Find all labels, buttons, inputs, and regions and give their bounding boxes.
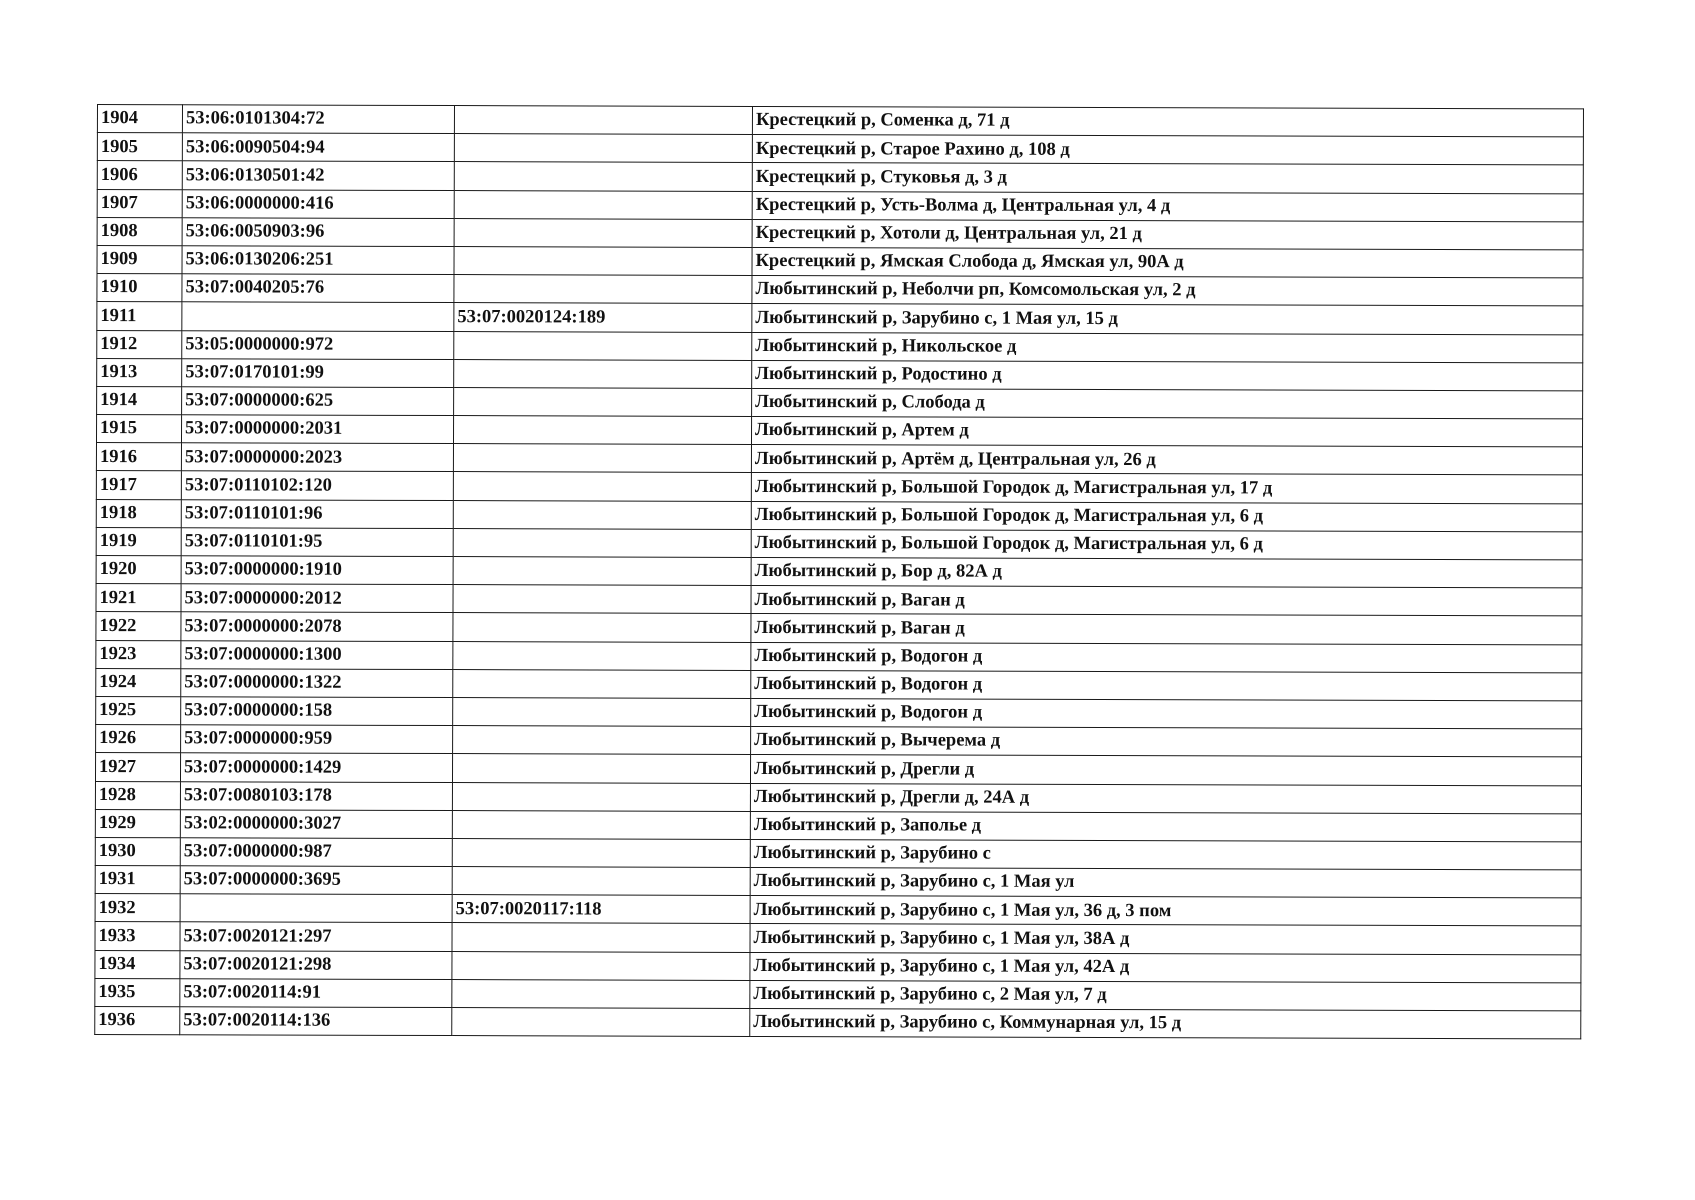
table-row [97, 189, 1583, 222]
address-cell: Любытинский р, Заполье д [750, 811, 1581, 842]
table-row [96, 415, 1582, 448]
row-number-cell: 1914 [97, 386, 182, 414]
row-number-cell: 1909 [97, 245, 182, 273]
table-row [95, 922, 1581, 955]
table-row [96, 584, 1582, 617]
table-row [97, 133, 1583, 166]
cadastral-number-cell: 53:07:0000000:2031 [181, 415, 453, 444]
secondary-cadastral-number-cell: 53:07:0020124:189 [454, 303, 752, 332]
cadastral-number-cell: 53:07:0110102:120 [181, 471, 453, 500]
row-number-cell: 1925 [96, 696, 181, 724]
table-row [95, 781, 1581, 814]
row-number-cell: 1923 [96, 640, 181, 668]
row-number-cell: 1907 [97, 189, 182, 217]
table-row [97, 358, 1583, 391]
secondary-cadastral-number-cell [453, 444, 751, 473]
address-cell: Любытинский р, Артём д, Центральная ул, 26 д [751, 445, 1582, 476]
row-number-cell: 1913 [97, 358, 182, 386]
row-number-cell: 1936 [95, 1006, 180, 1034]
address-cell: Любытинский р, Ваган д [751, 614, 1582, 645]
table-row [97, 105, 1583, 138]
cadastral-number-cell: 53:07:0000000:2012 [181, 584, 453, 613]
secondary-cadastral-number-cell [453, 726, 751, 755]
table-row [95, 1006, 1581, 1039]
cadastral-number-cell: 53:07:0000000:625 [182, 387, 454, 416]
cadastral-number-cell: 53:07:0020121:297 [180, 922, 452, 951]
secondary-cadastral-number-cell [453, 697, 751, 726]
row-number-cell: 1933 [95, 922, 180, 950]
table-row [95, 894, 1581, 927]
cadastral-number-cell: 53:06:0000000:416 [182, 189, 454, 218]
cadastral-number-cell: 53:07:0020114:91 [180, 979, 452, 1008]
address-cell: Крестецкий р, Хотоли д, Центральная ул, 21 д [752, 219, 1583, 250]
table-row [96, 555, 1582, 588]
row-number-cell: 1915 [96, 415, 181, 443]
address-cell: Любытинский р, Зарубино с, Коммунарная ул, 15 д [750, 1008, 1581, 1039]
row-number-cell: 1918 [96, 499, 181, 527]
table-row [96, 725, 1582, 758]
address-cell: Крестецкий р, Соменка д, 71 д [752, 106, 1583, 137]
secondary-cadastral-number-cell [454, 275, 752, 304]
secondary-cadastral-number-cell [452, 782, 750, 811]
cadastral-number-cell: 53:06:0101304:72 [182, 105, 454, 134]
row-number-cell: 1910 [97, 274, 182, 302]
table-row [96, 443, 1582, 476]
address-cell: Любытинский р, Слобода д [752, 388, 1583, 419]
table-row [95, 978, 1581, 1011]
address-cell: Крестецкий р, Старое Рахино д, 108 д [752, 135, 1583, 166]
table-row [97, 217, 1583, 250]
secondary-cadastral-number-cell [454, 218, 752, 247]
address-cell: Любытинский р, Зарубино с, 2 Мая ул, 7 д [750, 980, 1581, 1011]
cadastral-number-cell: 53:07:0020114:136 [180, 1007, 452, 1036]
row-number-cell: 1911 [97, 302, 182, 330]
address-cell: Любытинский р, Артем д [751, 417, 1582, 448]
address-cell: Любытинский р, Зарубино с, 1 Мая ул, 36 д, 3 пом [750, 896, 1581, 927]
address-cell: Любытинский р, Вычерема д [751, 727, 1582, 758]
cadastral-number-cell: 53:07:0000000:2023 [181, 443, 453, 472]
row-number-cell: 1906 [97, 161, 182, 189]
row-number-cell: 1935 [95, 978, 180, 1006]
address-cell: Любытинский р, Зарубино с [750, 839, 1581, 870]
cadastral-number-cell: 53:07:0000000:1910 [181, 556, 453, 585]
address-cell: Любытинский р, Неболчи рп, Комсомольская ул, 2 д [752, 276, 1583, 307]
row-number-cell: 1916 [96, 443, 181, 471]
table-row [97, 302, 1583, 335]
row-number-cell: 1922 [96, 612, 181, 640]
secondary-cadastral-number-cell [453, 669, 751, 698]
row-number-cell: 1904 [97, 105, 182, 133]
cadastral-number-cell: 53:06:0130206:251 [182, 246, 454, 275]
row-number-cell: 1926 [96, 725, 181, 753]
cadastral-number-cell: 53:07:0000000:1300 [181, 640, 453, 669]
address-cell: Любытинский р, Водогон д [751, 670, 1582, 701]
table-row [95, 950, 1581, 983]
cadastral-number-cell: 53:07:0020121:298 [180, 950, 452, 979]
cadastral-number-cell: 53:07:0000000:959 [181, 725, 453, 754]
secondary-cadastral-number-cell [452, 951, 750, 980]
table-row [95, 753, 1581, 786]
address-cell: Любытинский р, Большой Городок д, Магистральная ул, 6 д [751, 529, 1582, 560]
cadastral-number-cell: 53:07:0000000:3695 [180, 866, 452, 895]
row-number-cell: 1927 [95, 753, 180, 781]
secondary-cadastral-number-cell [454, 359, 752, 388]
secondary-cadastral-number-cell [453, 613, 751, 642]
secondary-cadastral-number-cell [453, 585, 751, 614]
row-number-cell: 1905 [97, 133, 182, 161]
table-row [95, 809, 1581, 842]
row-number-cell: 1920 [96, 555, 181, 583]
secondary-cadastral-number-cell [454, 387, 752, 416]
address-cell: Крестецкий р, Усть-Волма д, Центральная ул, 4 д [752, 191, 1583, 222]
cadastral-number-cell: 53:07:0170101:99 [182, 358, 454, 387]
table-row [97, 330, 1583, 363]
secondary-cadastral-number-cell [454, 246, 752, 275]
address-cell: Любытинский р, Зарубино с, 1 Мая ул, 15 д [752, 304, 1583, 335]
row-number-cell: 1934 [95, 950, 180, 978]
cadastral-number-cell [182, 302, 454, 331]
address-cell: Любытинский р, Зарубино с, 1 Мая ул, 42А д [750, 952, 1581, 983]
secondary-cadastral-number-cell [454, 106, 752, 135]
address-cell: Любытинский р, Дрегли д, 24А д [750, 783, 1581, 814]
address-cell: Любытинский р, Зарубино с, 1 Мая ул, 38А д [750, 924, 1581, 955]
document-page [94, 104, 1583, 1040]
row-number-cell: 1928 [95, 781, 180, 809]
table-row [96, 499, 1582, 532]
secondary-cadastral-number-cell [452, 923, 750, 952]
table-row [95, 866, 1581, 899]
secondary-cadastral-number-cell [453, 416, 751, 445]
secondary-cadastral-number-cell [453, 500, 751, 529]
secondary-cadastral-number-cell [452, 838, 750, 867]
row-number-cell: 1932 [95, 894, 180, 922]
row-number-cell: 1929 [95, 809, 180, 837]
address-cell: Любытинский р, Никольское д [752, 332, 1583, 363]
cadastral-number-cell: 53:02:0000000:3027 [180, 809, 452, 838]
address-cell: Любытинский р, Водогон д [751, 698, 1582, 729]
table-body [95, 105, 1584, 1040]
table-row [95, 837, 1581, 870]
address-cell: Любытинский р, Водогон д [751, 642, 1582, 673]
row-number-cell: 1931 [95, 866, 180, 894]
property-table [94, 104, 1584, 1040]
address-cell: Любытинский р, Большой Городок д, Магистральная ул, 17 д [751, 473, 1582, 504]
row-number-cell: 1908 [97, 217, 182, 245]
secondary-cadastral-number-cell [452, 754, 750, 783]
row-number-cell: 1912 [97, 330, 182, 358]
address-cell: Любытинский р, Ваган д [751, 586, 1582, 617]
address-cell: Любытинский р, Бор д, 82А д [751, 557, 1582, 588]
address-cell: Любытинский р, Дрегли д [750, 755, 1581, 786]
table-row [96, 696, 1582, 729]
table-row [96, 471, 1582, 504]
secondary-cadastral-number-cell [452, 1008, 750, 1037]
address-cell: Любытинский р, Зарубино с, 1 Мая ул [750, 868, 1581, 899]
secondary-cadastral-number-cell [453, 641, 751, 670]
cadastral-number-cell: 53:05:0000000:972 [182, 330, 454, 359]
table-row [96, 640, 1582, 673]
secondary-cadastral-number-cell [453, 528, 751, 557]
table-row [96, 527, 1582, 560]
table-row [97, 274, 1583, 307]
table-row [96, 668, 1582, 701]
cadastral-number-cell [180, 894, 452, 923]
row-number-cell: 1919 [96, 527, 181, 555]
address-cell: Крестецкий р, Ямская Слобода д, Ямская ул, 90А д [752, 247, 1583, 278]
address-cell: Любытинский р, Родостино д [752, 360, 1583, 391]
cadastral-number-cell: 53:07:0000000:1429 [180, 753, 452, 782]
secondary-cadastral-number-cell [453, 557, 751, 586]
secondary-cadastral-number-cell [454, 331, 752, 360]
secondary-cadastral-number-cell [452, 979, 750, 1008]
cadastral-number-cell: 53:07:0000000:987 [180, 838, 452, 867]
table-row [97, 161, 1583, 194]
table-row [97, 386, 1583, 419]
row-number-cell: 1917 [96, 471, 181, 499]
table-row [96, 612, 1582, 645]
cadastral-number-cell: 53:06:0130501:42 [182, 161, 454, 190]
cadastral-number-cell: 53:07:0040205:76 [182, 274, 454, 303]
address-cell: Крестецкий р, Стуковья д, 3 д [752, 163, 1583, 194]
row-number-cell: 1921 [96, 584, 181, 612]
cadastral-number-cell: 53:06:0050903:96 [182, 218, 454, 247]
secondary-cadastral-number-cell [454, 134, 752, 163]
table-row [97, 245, 1583, 278]
address-cell: Любытинский р, Большой Городок д, Магистральная ул, 6 д [751, 501, 1582, 532]
cadastral-number-cell: 53:07:0110101:96 [181, 499, 453, 528]
row-number-cell: 1930 [95, 837, 180, 865]
secondary-cadastral-number-cell [452, 867, 750, 896]
secondary-cadastral-number-cell [453, 472, 751, 501]
cadastral-number-cell: 53:07:0000000:1322 [181, 669, 453, 698]
secondary-cadastral-number-cell: 53:07:0020117:118 [452, 895, 750, 924]
secondary-cadastral-number-cell [454, 162, 752, 191]
cadastral-number-cell: 53:07:0000000:158 [181, 697, 453, 726]
secondary-cadastral-number-cell [452, 810, 750, 839]
row-number-cell: 1924 [96, 668, 181, 696]
cadastral-number-cell: 53:07:0080103:178 [180, 781, 452, 810]
cadastral-number-cell: 53:07:0110101:95 [181, 528, 453, 557]
cadastral-number-cell: 53:07:0000000:2078 [181, 612, 453, 641]
secondary-cadastral-number-cell [454, 190, 752, 219]
cadastral-number-cell: 53:06:0090504:94 [182, 133, 454, 162]
